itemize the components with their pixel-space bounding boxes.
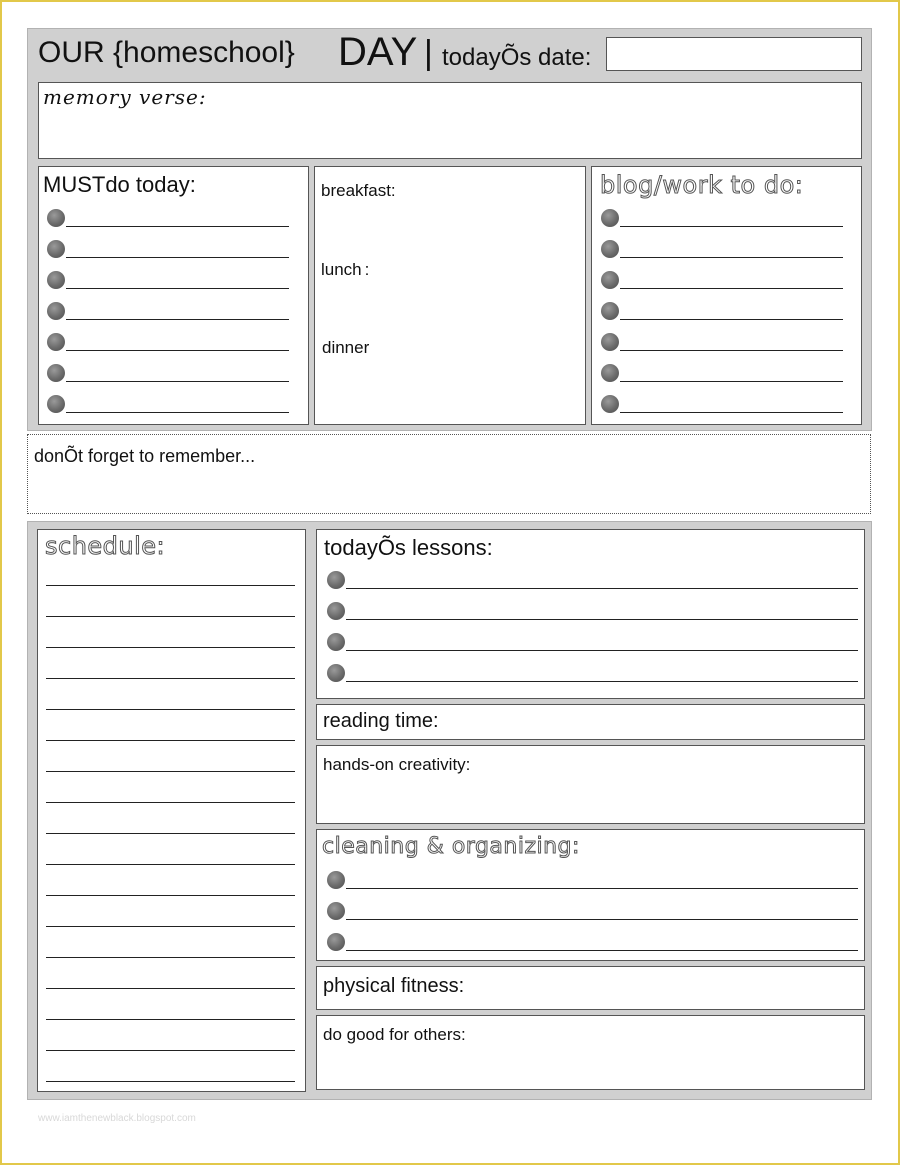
date-label: todayÕs date:	[442, 44, 592, 71]
must-do-item-line[interactable]	[66, 257, 289, 258]
fitness-label: physical fitness:	[323, 975, 465, 997]
blog-work-item-line[interactable]	[620, 350, 843, 351]
must-do-item-line[interactable]	[66, 288, 289, 289]
checkbox-bullet[interactable]	[601, 209, 619, 227]
schedule-line[interactable]	[46, 988, 295, 989]
schedule-line[interactable]	[46, 647, 295, 648]
schedule-line[interactable]	[46, 926, 295, 927]
good-deeds-label: do good for others:	[323, 1025, 466, 1044]
schedule-box	[37, 529, 306, 1092]
cleaning-label: cleaning & organizing:	[322, 834, 580, 859]
blog-work-item-line[interactable]	[620, 226, 843, 227]
lesson-item-line[interactable]	[346, 650, 858, 651]
memory-verse-box[interactable]	[38, 82, 862, 159]
checkbox-bullet[interactable]	[601, 271, 619, 289]
schedule-line[interactable]	[46, 1081, 295, 1082]
schedule-line[interactable]	[46, 957, 295, 958]
schedule-line[interactable]	[46, 740, 295, 741]
must-do-box	[38, 166, 309, 425]
blog-work-item-line[interactable]	[620, 257, 843, 258]
fitness-box[interactable]	[316, 966, 865, 1010]
checkbox-bullet[interactable]	[601, 240, 619, 258]
meals-box	[314, 166, 586, 425]
lesson-item-line[interactable]	[346, 588, 858, 589]
must-do-item-line[interactable]	[66, 412, 289, 413]
lessons-label: todayÕs lessons:	[324, 535, 493, 560]
must-do-item-line[interactable]	[66, 381, 289, 382]
must-do-item-line[interactable]	[66, 226, 289, 227]
schedule-line[interactable]	[46, 771, 295, 772]
checkbox-bullet[interactable]	[47, 240, 65, 258]
reading-time-box[interactable]	[316, 704, 865, 740]
checkbox-bullet[interactable]	[327, 571, 345, 589]
checkbox-bullet[interactable]	[601, 364, 619, 382]
schedule-line[interactable]	[46, 1050, 295, 1051]
schedule-line[interactable]	[46, 833, 295, 834]
schedule-line[interactable]	[46, 616, 295, 617]
reminder-box[interactable]	[27, 434, 871, 514]
good-deeds-box[interactable]	[316, 1015, 865, 1090]
checkbox-bullet[interactable]	[47, 364, 65, 382]
footer-url: www.iamthenewblack.blogspot.com	[38, 1113, 196, 1124]
checkbox-bullet[interactable]	[327, 902, 345, 920]
schedule-line[interactable]	[46, 678, 295, 679]
lunch-text: lunch	[321, 260, 362, 279]
checkbox-bullet[interactable]	[601, 395, 619, 413]
reading-time-label: reading time:	[323, 710, 439, 732]
lessons-box	[316, 529, 865, 699]
page-title: OUR {homeschool}	[38, 36, 295, 69]
schedule-label: schedule:	[45, 532, 166, 560]
checkbox-bullet[interactable]	[47, 271, 65, 289]
must-do-label: MUSTdo today:	[43, 172, 196, 197]
blog-work-box	[591, 166, 862, 425]
checkbox-bullet[interactable]	[327, 871, 345, 889]
blog-work-label: blog/work to do:	[600, 171, 804, 199]
checkbox-bullet[interactable]	[47, 209, 65, 227]
date-field[interactable]	[606, 37, 862, 71]
cleaning-box	[316, 829, 865, 961]
blog-work-item-line[interactable]	[620, 412, 843, 413]
lesson-item-line[interactable]	[346, 681, 858, 682]
schedule-line[interactable]	[46, 864, 295, 865]
dinner-label: dinner	[322, 338, 370, 357]
checkbox-bullet[interactable]	[601, 302, 619, 320]
page-title-day: DAY	[338, 30, 418, 74]
creativity-box[interactable]	[316, 745, 865, 824]
checkbox-bullet[interactable]	[601, 333, 619, 351]
schedule-line[interactable]	[46, 802, 295, 803]
memory-verse-label: memory verse:	[43, 85, 207, 109]
lunch-colon: :	[364, 260, 370, 279]
checkbox-bullet[interactable]	[327, 664, 345, 682]
schedule-line[interactable]	[46, 895, 295, 896]
checkbox-bullet[interactable]	[327, 633, 345, 651]
blog-work-item-line[interactable]	[620, 381, 843, 382]
reminder-label: donÕt forget to remember...	[34, 446, 256, 466]
schedule-line[interactable]	[46, 1019, 295, 1020]
creativity-label: hands-on creativity:	[323, 755, 471, 774]
lesson-item-line[interactable]	[346, 619, 858, 620]
checkbox-bullet[interactable]	[327, 933, 345, 951]
title-separator: |	[424, 34, 433, 72]
checkbox-bullet[interactable]	[327, 602, 345, 620]
cleaning-item-line[interactable]	[346, 950, 858, 951]
must-do-item-line[interactable]	[66, 319, 289, 320]
checkbox-bullet[interactable]	[47, 302, 65, 320]
blog-work-item-line[interactable]	[620, 288, 843, 289]
blog-work-item-line[interactable]	[620, 319, 843, 320]
schedule-line[interactable]	[46, 709, 295, 710]
cleaning-item-line[interactable]	[346, 888, 858, 889]
schedule-line[interactable]	[46, 585, 295, 586]
must-do-item-line[interactable]	[66, 350, 289, 351]
cleaning-item-line[interactable]	[346, 919, 858, 920]
lunch-label	[321, 260, 369, 280]
breakfast-label: breakfast:	[321, 181, 396, 200]
checkbox-bullet[interactable]	[47, 333, 65, 351]
checkbox-bullet[interactable]	[47, 395, 65, 413]
